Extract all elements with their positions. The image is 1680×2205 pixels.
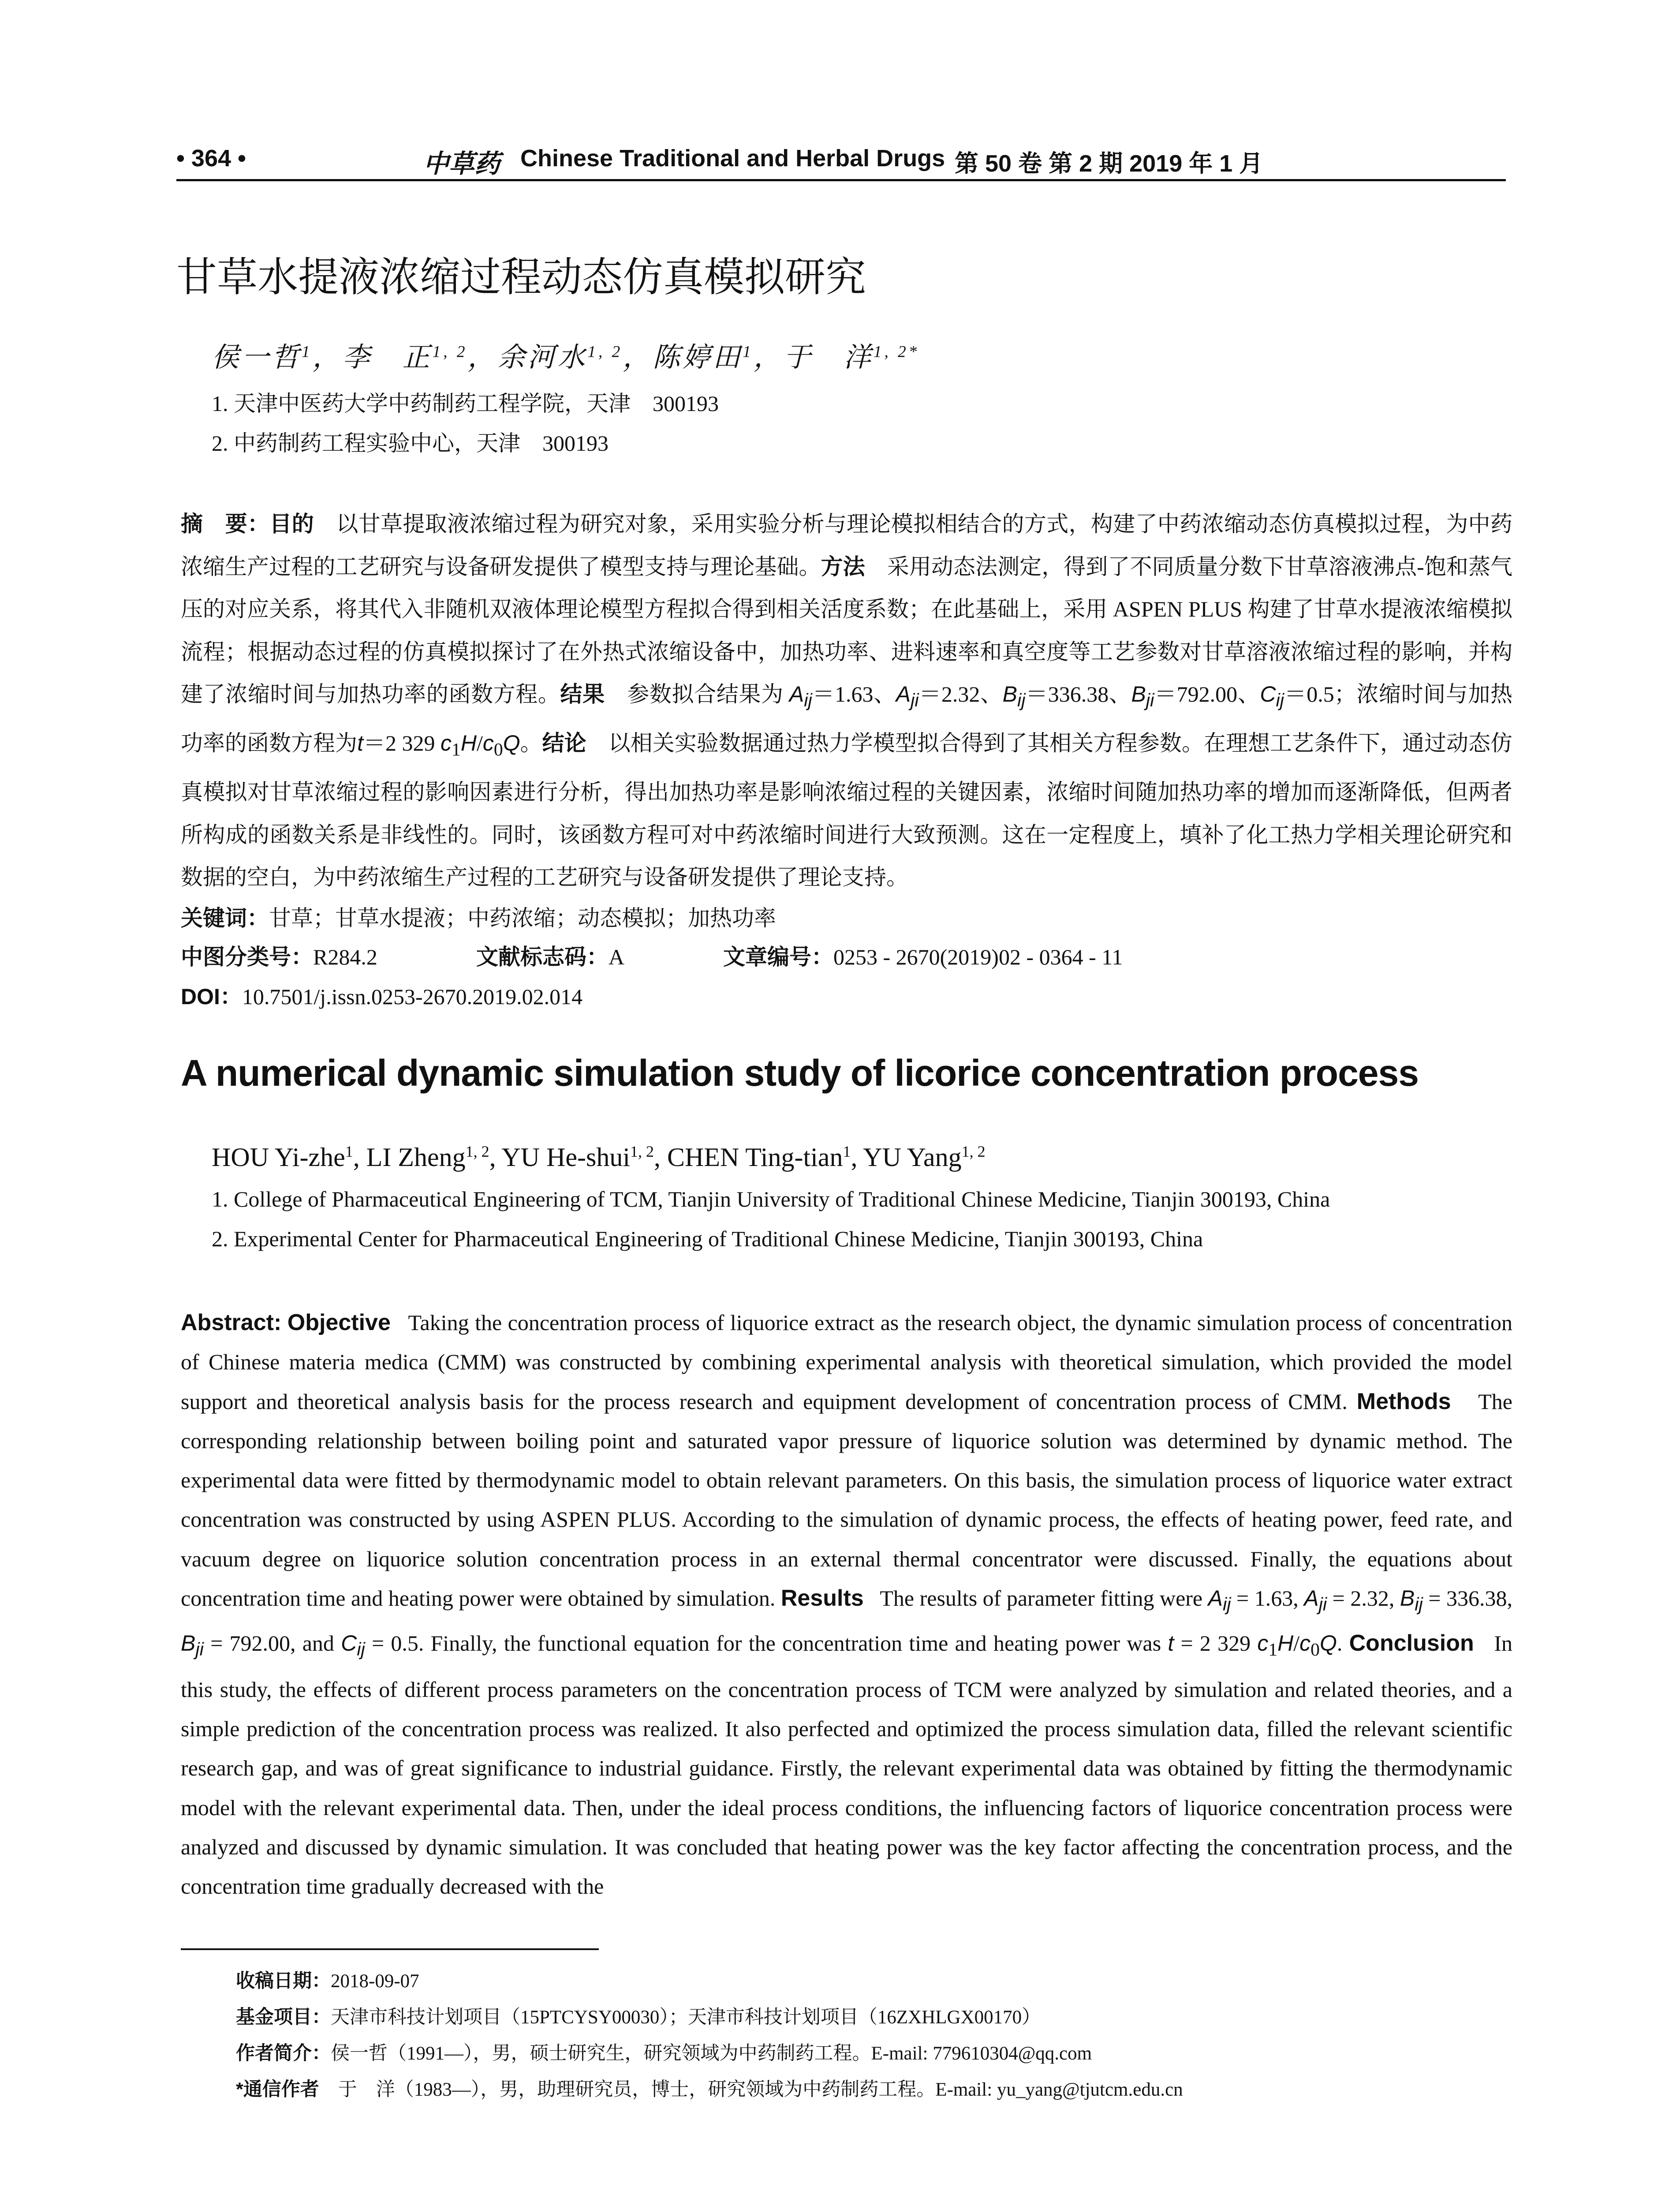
param-symbol: A: [1304, 1586, 1319, 1611]
param-symbol: A: [1208, 1586, 1223, 1611]
author-name: CHEN Ting-tian: [667, 1143, 843, 1172]
equation-stop: 。: [520, 730, 542, 755]
param-value: ＝0.5；: [1284, 682, 1356, 706]
footnote-author-bio: [236, 2038, 1092, 2065]
affiliation-en: 1. College of Pharmaceutical Engineering of TCM, Tianjin University of Traditional Chinese Medicine, Tianjin 300193, China: [212, 1187, 1330, 1211]
clc-cell: [181, 939, 377, 971]
param-symbol: C: [341, 1631, 357, 1656]
methods-label: Methods: [1356, 1388, 1451, 1414]
doc-code-value: A: [609, 945, 625, 969]
equation-intro: 浓缩时间与加热功率的函数方程为: [181, 682, 1513, 755]
equation-symbol: t: [357, 730, 363, 755]
author-affiliation-mark: 1, 2: [630, 1143, 654, 1160]
footnote-label: 作者简介：: [236, 2043, 331, 2064]
param-symbol: A: [896, 682, 911, 706]
equation-symbol: t: [1168, 1631, 1174, 1656]
author-affiliation-mark: 1: [345, 1143, 353, 1160]
clc-label: 中图分类号：: [181, 945, 313, 969]
footnote-funding: [236, 2002, 1041, 2029]
equation-subscript: 1: [452, 739, 461, 760]
param-value: = 0.5. Finally, the functional equation for the concentration time and heating power was: [365, 1631, 1168, 1656]
author-name: 李 正: [342, 343, 433, 373]
author-affiliation-mark: 1, 2: [465, 1143, 489, 1160]
footnote-text: 天津市科技计划项目（15PTCYSY00030）；天津市科技计划项目（16ZXHLGX00170）: [331, 2007, 1041, 2028]
equation-body: = 2 329: [1174, 1631, 1258, 1656]
param-symbol: A: [789, 682, 804, 706]
abstract-cn: [181, 503, 1512, 899]
param-value: = 336.38,: [1422, 1586, 1513, 1611]
author-name: HOU Yi-zhe: [212, 1143, 345, 1172]
abstract-label: 摘 要：: [181, 512, 270, 536]
footnote-label: *通信作者: [236, 2079, 319, 2100]
doc-code-label: 文献标志码：: [476, 945, 609, 969]
author-affiliation-mark: 1, 2*: [873, 343, 920, 361]
results-text: The results of parameter fitting were: [880, 1586, 1203, 1611]
running-header: [176, 137, 1506, 185]
param-subscript: ij: [1223, 1594, 1231, 1615]
param-value: = 792.00, and: [203, 1631, 341, 1656]
param-symbol: C: [1260, 682, 1276, 706]
equation-slash: /: [476, 730, 483, 755]
equation-symbol: Q: [503, 730, 520, 755]
methods-text: 采用动态法测定，得到了不同质量分数下甘草溶液沸点-饱和蒸气压的对应关系，将其代入非随机双液体理论模型方程拟合得到相关活度系数；在此基础上，采用 ASPEN PLUS 构建了甘草水提液浓缩模拟流程；根据动态过程的仿真模拟探讨了在外热式浓缩设备中，加热功率、进料速率和真空度等工艺参数对甘草溶液浓缩过程的影响，并构建了浓缩时间与加热功率的函数方程。: [181, 554, 1513, 706]
author-affiliation-mark: 1, 2: [961, 1143, 986, 1160]
param-value: ＝2.32、: [918, 682, 1003, 706]
param-subscript: ij: [1276, 690, 1284, 710]
title-cn: 甘草水提液浓缩过程动态仿真模拟研究: [176, 255, 866, 300]
objective-text: 以甘草提取液浓缩过程为研究对象，采用实验分析与理论模拟相结合的方式，构建了中药浓缩动态仿真模拟过程，为中药浓缩生产过程的工艺研究与设备研发提供了模型支持与理论基础。: [181, 512, 1513, 579]
doi-value: 10.7501/j.issn.0253-2670.2019.02.014: [242, 984, 583, 1009]
page-number: • 364 •: [176, 145, 246, 172]
article-number-value: 0253 - 2670(2019)02 - 0364 - 11: [833, 945, 1123, 969]
author-affiliation-mark: 1, 2: [432, 343, 468, 361]
equation-body: ＝2 329: [363, 730, 441, 755]
param-subscript: ji: [195, 1639, 204, 1660]
equation-symbol: H: [460, 730, 477, 755]
equation-subscript: 0: [1310, 1640, 1320, 1660]
journal-name-en: Chinese Traditional and Herbal Drugs: [520, 145, 945, 172]
param-subscript: ji: [911, 690, 919, 710]
equation-subscript: 0: [493, 739, 503, 760]
param-value: ＝1.63、: [812, 682, 896, 706]
abstract-en: [181, 1303, 1512, 1906]
author-affiliation-mark: 1: [302, 343, 313, 361]
affiliation-cn: 1. 天津中医药大学中药制药工程学院，天津 300193: [212, 391, 719, 416]
title-en: A numerical dynamic simulation study of licorice concentration process: [181, 1052, 1419, 1094]
doi: [181, 979, 582, 1011]
objective-text: Taking the concentration process of liquorice extract as the research object, the dynamic simulation process of concentration of Chinese materia medica (CMM) was constructed by combining experimental analysis with theoretical simulation, which provided the model support and theoretical analysis basis for the process research and equipment development of concentration process of CMM.: [181, 1310, 1513, 1414]
param-subscript: ij: [1017, 690, 1026, 710]
param-symbol: B: [1400, 1586, 1415, 1611]
classification-row: [181, 939, 1512, 970]
param-subscript: ij: [1415, 1594, 1423, 1615]
affiliation-en: 2. Experimental Center for Pharmaceutical Engineering of Traditional Chinese Medicine, Tianjin 300193, China: [212, 1226, 1203, 1251]
equation-subscript: 1: [1268, 1640, 1278, 1660]
conclusion-label: 结论: [542, 730, 586, 755]
authors-en: HOU Yi-zhe$^1$, LI Zheng$^{1, 2}$, YU He-shui$^{1, 2}$, CHEN Ting-tian$^1$, YU Yang$^{1, 2}$: [212, 1143, 986, 1172]
journal-name-cn: 中草药: [423, 149, 500, 178]
equation-slash: /: [1293, 1631, 1300, 1656]
author-name: 陈婷田: [653, 343, 743, 373]
author-affiliation-mark: 1, 2: [587, 343, 623, 361]
article-number-cell: [723, 939, 1123, 971]
authors-cn: 侯一哲$^1$，李 正$^{1, 2}$，余河水$^{1, 2}$，陈婷田$^1$，于 洋$^{1, 2*}$: [212, 343, 920, 373]
footnote-label: 收稿日期：: [236, 1970, 331, 1992]
results-label: Results: [780, 1585, 864, 1611]
issue-info: 第 50 卷 第 2 期 2019 年 1 月: [955, 150, 1263, 177]
param-subscript: ij: [357, 1639, 365, 1660]
conclusion-text: 以相关实验数据通过热力学模型拟合得到了其相关方程参数。在理想工艺条件下，通过动态仿真模拟对甘草浓缩过程的影响因素进行分析，得出加热功率是影响浓缩过程的关键因素，浓缩时间随加热功率的增加而逐渐降低，但两者所构成的函数关系是非线性的。同时，该函数方程可对中药浓缩时间进行大致预测。这在一定程度上，填补了化工热力学相关理论研究和数据的空白，为中药浓缩生产过程的工艺研究与设备研发提供了理论支持。: [181, 730, 1513, 889]
equation-symbol: c: [441, 730, 452, 755]
equation-symbol: c: [1299, 1631, 1311, 1656]
footnote-corresponding-author: [236, 2074, 1183, 2101]
param-symbol: B: [1002, 682, 1017, 706]
results-text: 参数拟合结果为: [627, 682, 784, 706]
footnote-text: 2018-09-07: [331, 1971, 419, 1992]
param-symbol: B: [1131, 682, 1146, 706]
author-name: 侯一哲: [212, 343, 302, 373]
author-name: 余河水: [497, 343, 588, 373]
header-rule: [176, 179, 1506, 181]
affiliation-cn: 2. 中药制药工程实验中心，天津 300193: [212, 431, 609, 456]
article-number-label: 文章编号：: [723, 945, 833, 969]
param-subscript: ji: [1146, 690, 1154, 710]
footnote-text: 侯一哲（1991—），男，硕士研究生，研究领域为中药制药工程。E-mail: 779610304@qq.com: [331, 2043, 1092, 2064]
author-name: YU He-shui: [501, 1143, 631, 1172]
param-symbol: B: [181, 1631, 196, 1656]
methods-text: The corresponding relationship between boiling point and saturated vapor pressure of liquorice solution was determined by dynamic method. The experimental data were fitted by thermodynamic model to obtain relevant parameters. On this basis, the simulation process of liquorice water extract concentration was constructed by using ASPEN PLUS. According to the simulation of dynamic process, the effects of heating power, feed rate, and vacuum degree on liquorice solution concentration process in an external thermal concentrator were discussed. Finally, the equations about concentration time and heating power were obtained by simulation.: [181, 1389, 1512, 1611]
footnote-received: [236, 1966, 419, 1993]
conclusion-text: In this study, the effects of different process parameters on the concentration process of TCM were analyzed by simulation and related theories, and a simple prediction of the concentration process was realized. It also perfected and optimized the process simulation data, filled the relevant scientific research gap, and was of great significance to industrial guidance. Firstly, the relevant experimental data was obtained by fitting the thermodynamic model with the relevant experimental data. Then, under the ideal process conditions, the influencing factors of liquorice concentration process were analyzed and discussed by dynamic simulation. It was concluded that heating power was the key factor affecting the concentration process, and the concentration time gradually decreased with the: [181, 1631, 1513, 1899]
footnote-label: 基金项目：: [236, 2007, 331, 2028]
abstract-label: Abstract:: [181, 1310, 282, 1335]
equation-symbol: c: [482, 730, 494, 755]
param-value: ＝336.38、: [1025, 682, 1131, 706]
doi-label: DOI：: [181, 984, 242, 1009]
keywords-cn: [181, 901, 776, 932]
results-label: 结果: [560, 682, 605, 706]
footnote-rule: [181, 1948, 599, 1950]
param-value: = 2.32,: [1327, 1586, 1400, 1611]
param-value: ＝792.00、: [1154, 682, 1260, 706]
param-subscript: ji: [1318, 1594, 1327, 1615]
keywords-text: 甘草；甘草水提液；中药浓缩；动态模拟；加热功率: [269, 906, 776, 931]
footnote-text: 于 洋（1983—），男，助理研究员，博士，研究领域为中药制药工程。E-mail: yu_yang@tjutcm.edu.cn: [338, 2079, 1183, 2100]
clc-value: R284.2: [313, 945, 377, 969]
author-name: YU Yang: [863, 1143, 962, 1172]
author-affiliation-mark: 1: [743, 343, 754, 361]
author-name: LI Zheng: [366, 1143, 466, 1172]
objective-label: Objective: [287, 1310, 391, 1335]
param-value: = 1.63,: [1231, 1586, 1304, 1611]
doc-code-cell: [476, 939, 624, 971]
methods-label: 方法: [821, 554, 865, 579]
equation-symbol: c: [1257, 1631, 1269, 1656]
conclusion-label: Conclusion: [1349, 1630, 1474, 1656]
keywords-label: 关键词：: [181, 906, 269, 931]
equation-symbol: H: [1277, 1631, 1294, 1656]
author-affiliation-mark: 1: [843, 1143, 851, 1160]
objective-label: 目的: [269, 512, 314, 536]
equation-stop: .: [1337, 1631, 1343, 1656]
equation-symbol: Q: [1320, 1631, 1337, 1656]
author-name: 于 洋: [783, 343, 874, 373]
param-subscript: ij: [804, 690, 812, 710]
